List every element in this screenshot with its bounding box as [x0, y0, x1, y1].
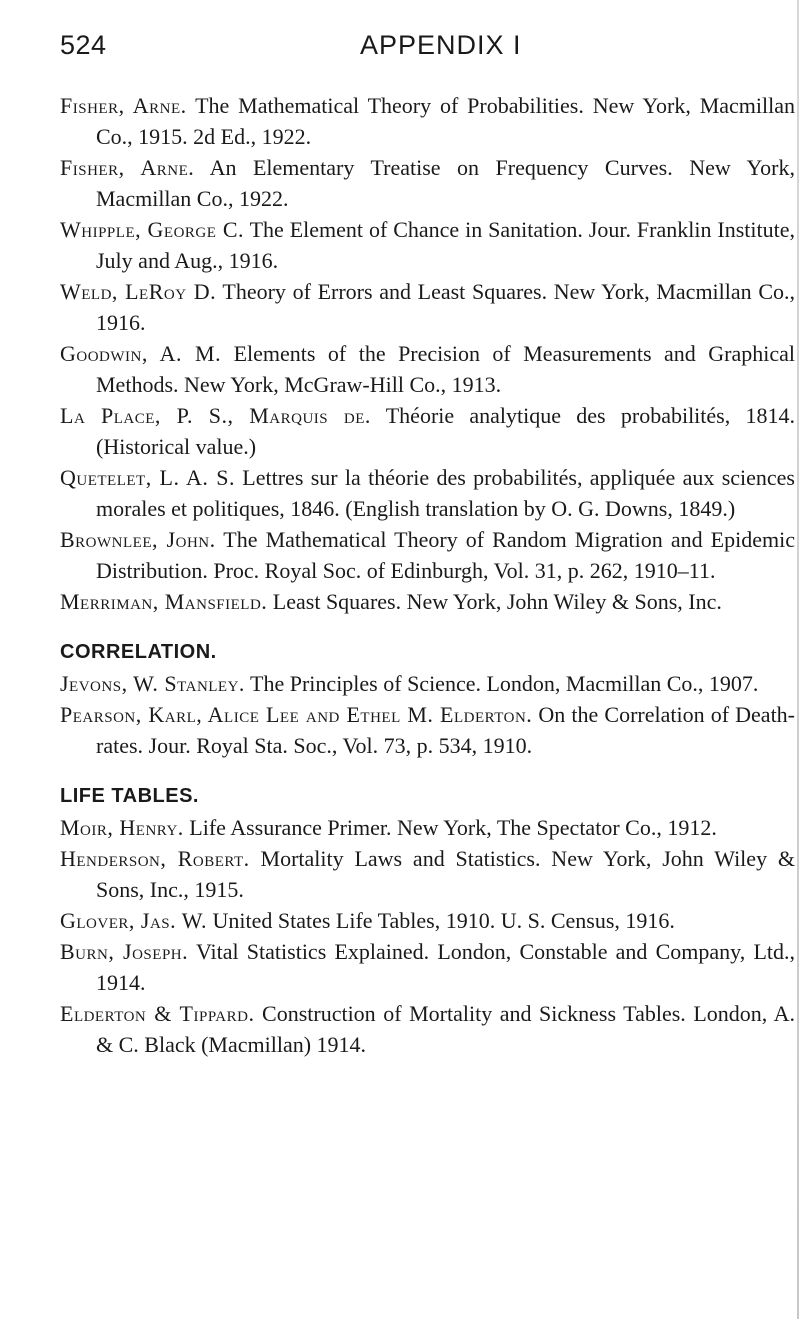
- bibliography-entry: [60, 152, 795, 214]
- bibliography-entry: [60, 812, 795, 843]
- entry-author: Fisher, Arne.: [60, 155, 195, 180]
- entry-text: The Mathematical Theory of Random Migration and Epidemic Distribution. Proc. Royal Soc. of Edinburgh, Vol. 31, p. 262, 1910–11.: [96, 527, 795, 583]
- bibliography-entry: [60, 400, 795, 462]
- bibliography-entry: [60, 936, 795, 998]
- section-heading-correlation: CORRELATION.: [60, 641, 217, 663]
- entry-text: Elements of the Precision of Measurements and Graphical Methods. New York, McGraw-Hill Co., 1913.: [96, 341, 795, 397]
- entry-text: Vital Statistics Explained. London, Constable and Company, Ltd., 1914.: [96, 939, 795, 995]
- bibliography-entry: [60, 214, 795, 276]
- bibliography-entry: [60, 668, 795, 699]
- bibliography-entry: [60, 338, 795, 400]
- entry-author: Goodwin, A. M.: [60, 341, 222, 366]
- entry-text: Least Squares. New York, John Wiley & Sons, Inc.: [272, 589, 722, 614]
- entry-text: An Elementary Treatise on Frequency Curves. New York, Macmillan Co., 1922.: [96, 155, 795, 211]
- entry-author: Glover, Jas. W.: [60, 908, 207, 933]
- running-head: APPENDIX I: [360, 30, 522, 60]
- entry-author: Merriman, Mansfield.: [60, 589, 268, 614]
- entry-author: Moir, Henry.: [60, 815, 184, 840]
- bibliography-entry: [60, 90, 795, 152]
- entry-author: Quetelet, L. A. S.: [60, 465, 235, 490]
- entry-text: The Principles of Science. London, Macmillan Co., 1907.: [250, 671, 759, 696]
- section-heading-life-tables: LIFE TABLES.: [60, 785, 199, 807]
- entry-author: Whipple, George C.: [60, 217, 245, 242]
- entry-text: On the Correlation of Death-rates. Jour. Royal Sta. Soc., Vol. 73, p. 534, 1910.: [96, 702, 796, 758]
- entry-author: Fisher, Arne.: [60, 93, 187, 118]
- page-number: 524: [60, 30, 107, 60]
- entry-author: Brownlee, John.: [60, 527, 216, 552]
- entry-author: La Place, P. S., Marquis de.: [60, 403, 371, 428]
- entry-author: Henderson, Robert.: [60, 846, 250, 871]
- entry-text: United States Life Tables, 1910. U. S. Census, 1916.: [212, 908, 675, 933]
- entry-author: Burn, Joseph.: [60, 939, 189, 964]
- bibliography-entry: [60, 524, 795, 586]
- entry-text: Life Assurance Primer. New York, The Spectator Co., 1912.: [189, 815, 717, 840]
- bibliography-entry: [60, 462, 795, 524]
- entry-text: The Element of Chance in Sanitation. Jour. Franklin Institute, July and Aug., 1916.: [96, 217, 795, 273]
- entry-author: Pearson, Karl, Alice Lee and Ethel M. Elderton.: [60, 702, 533, 727]
- entry-text: Mortality Laws and Statistics. New York, John Wiley & Sons, Inc., 1915.: [96, 846, 796, 902]
- entry-text: Construction of Mortality and Sickness Tables. London, A. & C. Black (Macmillan) 1914.: [96, 1001, 795, 1057]
- bibliography-entry: [60, 276, 795, 338]
- bibliography: [60, 90, 795, 1060]
- page-header: [60, 30, 795, 70]
- entry-author: Weld, LeRoy D.: [60, 279, 217, 304]
- bibliography-entry: [60, 843, 795, 905]
- bibliography-entry: [60, 586, 795, 617]
- entry-author: Jevons, W. Stanley.: [60, 671, 245, 696]
- entry-text: Lettres sur la théorie des probabilités, appliquée aux sciences morales et politiques, 1846. (English translation by O. G. Downs, 1849.): [96, 465, 795, 521]
- section-spacer: [60, 617, 795, 641]
- entry-text: Théorie analytique des probabilités, 1814. (Historical value.): [96, 403, 795, 459]
- page-edge-shadow: [797, 0, 799, 1319]
- bibliography-entry: [60, 699, 795, 761]
- bibliography-entry: [60, 905, 795, 936]
- entry-text: The Mathematical Theory of Probabilities. New York, Macmillan Co., 1915. 2d Ed., 1922.: [96, 93, 795, 149]
- bibliography-entry: [60, 998, 795, 1060]
- section-spacer: [60, 761, 795, 785]
- entry-author: Elderton & Tippard.: [60, 1001, 255, 1026]
- entry-text: Theory of Errors and Least Squares. New York, Macmillan Co., 1916.: [96, 279, 796, 335]
